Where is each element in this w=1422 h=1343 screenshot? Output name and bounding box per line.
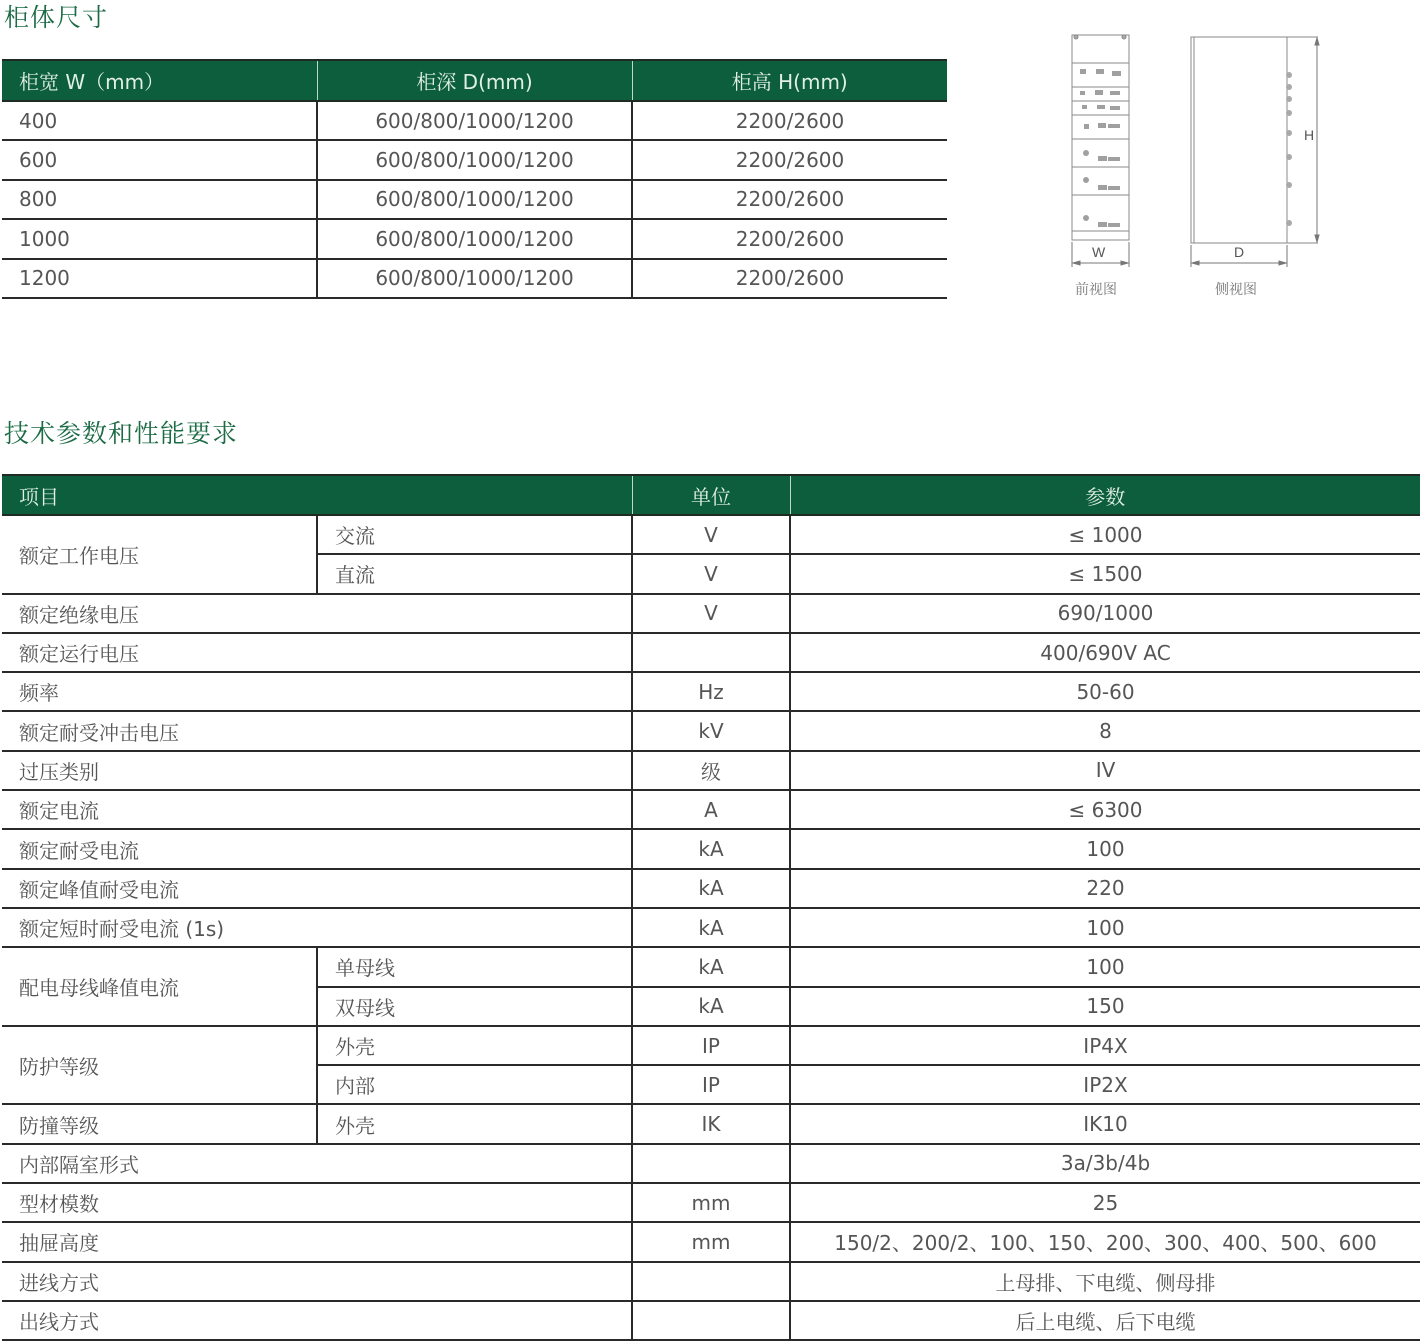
cabinet-drawing-icon — [1060, 25, 1360, 310]
item-cell: 型材模数 — [2, 1183, 632, 1222]
side-view-caption: 侧视图 — [1215, 282, 1257, 298]
width-cell: 400 — [2, 101, 317, 140]
value-cell: 150/2、200/2、100、150、200、300、400、500、600 — [790, 1222, 1420, 1261]
height-cell: 2200/2600 — [632, 180, 947, 219]
table-row — [2, 180, 947, 219]
table-row — [2, 1262, 1420, 1301]
height-cell: 2200/2600 — [632, 259, 947, 298]
item-cell: 频率 — [2, 672, 632, 711]
front-view-caption: 前视图 — [1075, 282, 1117, 298]
height-cell: 2200/2600 — [632, 140, 947, 179]
cabinet-size-table — [2, 59, 947, 299]
value-cell: 150 — [790, 987, 1420, 1026]
height-cell: 2200/2600 — [632, 219, 947, 258]
item-cell: 额定峰值耐受电流 — [2, 869, 632, 908]
width-cell: 800 — [2, 180, 317, 219]
tech-params-table — [2, 474, 1420, 1341]
unit-cell: Hz — [632, 672, 790, 711]
value-cell: 220 — [790, 869, 1420, 908]
table-row — [2, 711, 1420, 750]
height-dimension-label: H — [1304, 127, 1315, 143]
width-cell: 1200 — [2, 259, 317, 298]
sub-item-cell: 交流 — [317, 515, 632, 554]
section-title-tech-params: 技术参数和性能要求 — [4, 419, 239, 448]
table-row — [2, 515, 1420, 554]
table-row — [2, 829, 1420, 868]
table-header-row — [2, 475, 1420, 515]
cabinet-diagram — [1060, 25, 1360, 310]
unit-cell: IP — [632, 1065, 790, 1104]
sub-item-cell: 内部 — [317, 1065, 632, 1104]
table-row — [2, 1301, 1420, 1340]
unit-cell: IK — [632, 1104, 790, 1143]
item-cell: 抽屉高度 — [2, 1222, 632, 1261]
column-header-value: 参数 — [790, 475, 1420, 515]
value-cell: 50-60 — [790, 672, 1420, 711]
item-cell: 配电母线峰值电流 — [2, 947, 317, 1026]
value-cell: 100 — [790, 829, 1420, 868]
table-row — [2, 219, 947, 258]
table-row — [2, 869, 1420, 908]
value-cell: 3a/3b/4b — [790, 1144, 1420, 1183]
table-row — [2, 751, 1420, 790]
unit-cell: V — [632, 554, 790, 593]
table-row — [2, 101, 947, 140]
unit-cell: V — [632, 594, 790, 633]
value-cell: 8 — [790, 711, 1420, 750]
table-row — [2, 790, 1420, 829]
value-cell: 100 — [790, 908, 1420, 947]
item-cell: 额定工作电压 — [2, 515, 317, 594]
section-title-cabinet-size: 柜体尺寸 — [4, 3, 109, 32]
table-header-row — [2, 60, 947, 101]
sub-item-cell: 外壳 — [317, 1026, 632, 1065]
unit-cell: mm — [632, 1183, 790, 1222]
value-cell: IK10 — [790, 1104, 1420, 1143]
value-cell: IP2X — [790, 1065, 1420, 1104]
item-cell: 额定耐受冲击电压 — [2, 711, 632, 750]
width-dimension-label: W — [1092, 244, 1106, 260]
width-cell: 1000 — [2, 219, 317, 258]
item-cell: 过压类别 — [2, 751, 632, 790]
unit-cell — [632, 1262, 790, 1301]
value-cell: 25 — [790, 1183, 1420, 1222]
unit-cell: mm — [632, 1222, 790, 1261]
table-row — [2, 140, 947, 179]
item-cell: 内部隔室形式 — [2, 1144, 632, 1183]
table-row — [2, 947, 1420, 986]
item-cell: 额定绝缘电压 — [2, 594, 632, 633]
width-cell: 600 — [2, 140, 317, 179]
table-row — [2, 1144, 1420, 1183]
unit-cell: kA — [632, 869, 790, 908]
depth-dimension-label: D — [1234, 244, 1245, 260]
item-cell: 额定耐受电流 — [2, 829, 632, 868]
depth-cell: 600/800/1000/1200 — [317, 101, 632, 140]
item-cell: 额定电流 — [2, 790, 632, 829]
table-row — [2, 594, 1420, 633]
depth-cell: 600/800/1000/1200 — [317, 259, 632, 298]
unit-cell: kV — [632, 711, 790, 750]
table-row — [2, 1104, 1420, 1143]
unit-cell: kA — [632, 987, 790, 1026]
unit-cell: kA — [632, 947, 790, 986]
unit-cell: kA — [632, 829, 790, 868]
unit-cell: 级 — [632, 751, 790, 790]
value-cell: ≤ 1500 — [790, 554, 1420, 593]
sub-item-cell: 直流 — [317, 554, 632, 593]
item-cell: 防护等级 — [2, 1026, 317, 1105]
table-row — [2, 908, 1420, 947]
column-header-width: 柜宽 W（mm） — [2, 60, 317, 101]
column-header-unit: 单位 — [632, 475, 790, 515]
depth-cell: 600/800/1000/1200 — [317, 180, 632, 219]
table-row — [2, 1026, 1420, 1065]
unit-cell — [632, 1301, 790, 1340]
column-header-height: 柜高 H(mm) — [632, 60, 947, 101]
table-row — [2, 1183, 1420, 1222]
value-cell: ≤ 1000 — [790, 515, 1420, 554]
value-cell: IP4X — [790, 1026, 1420, 1065]
unit-cell: IP — [632, 1026, 790, 1065]
value-cell: 100 — [790, 947, 1420, 986]
table-row — [2, 259, 947, 298]
sub-item-cell: 外壳 — [317, 1104, 632, 1143]
column-header-item: 项目 — [2, 475, 632, 515]
column-header-depth: 柜深 D(mm) — [317, 60, 632, 101]
unit-cell: kA — [632, 908, 790, 947]
unit-cell — [632, 633, 790, 672]
item-cell: 进线方式 — [2, 1262, 632, 1301]
sub-item-cell: 双母线 — [317, 987, 632, 1026]
item-cell: 防撞等级 — [2, 1104, 317, 1143]
table-row — [2, 672, 1420, 711]
table-row — [2, 1222, 1420, 1261]
value-cell: IV — [790, 751, 1420, 790]
depth-cell: 600/800/1000/1200 — [317, 140, 632, 179]
item-cell: 额定短时耐受电流 (1s) — [2, 908, 632, 947]
unit-cell: V — [632, 515, 790, 554]
table-row — [2, 633, 1420, 672]
sub-item-cell: 单母线 — [317, 947, 632, 986]
unit-cell — [632, 1144, 790, 1183]
value-cell: 690/1000 — [790, 594, 1420, 633]
value-cell: 400/690V AC — [790, 633, 1420, 672]
item-cell: 额定运行电压 — [2, 633, 632, 672]
item-cell: 出线方式 — [2, 1301, 632, 1340]
unit-cell: A — [632, 790, 790, 829]
value-cell: 上母排、下电缆、侧母排 — [790, 1262, 1420, 1301]
height-cell: 2200/2600 — [632, 101, 947, 140]
depth-cell: 600/800/1000/1200 — [317, 219, 632, 258]
value-cell: ≤ 6300 — [790, 790, 1420, 829]
value-cell: 后上电缆、后下电缆 — [790, 1301, 1420, 1340]
